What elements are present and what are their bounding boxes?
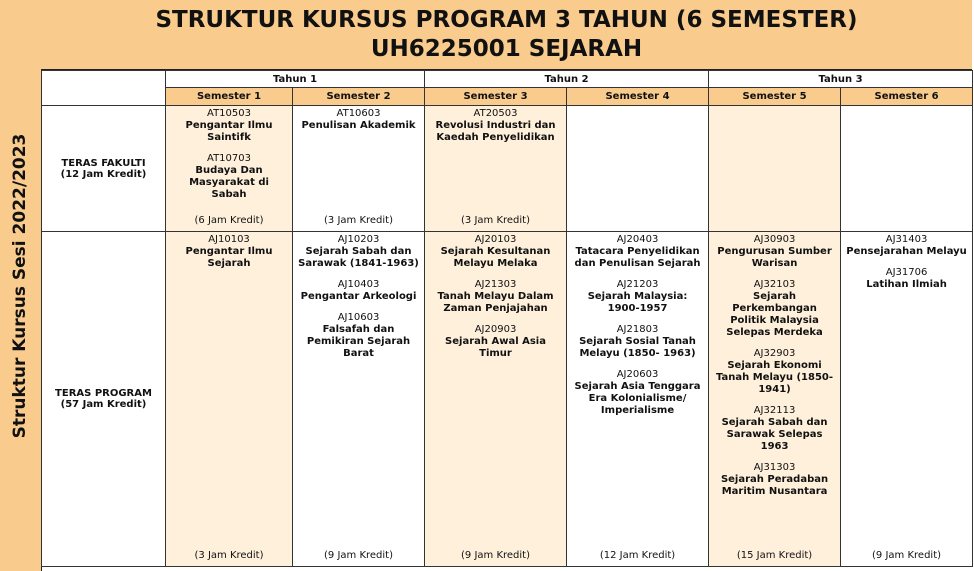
side-banner (0, 0, 42, 571)
course-code: AT10703 (207, 153, 251, 164)
credit-total: (15 Jam Kredit) (736, 550, 813, 561)
course-name: Sejarah Ekonomi Tanah Melayu (1850-1941) (716, 360, 834, 395)
credit-total: (9 Jam Kredit) (461, 550, 531, 561)
course-code: AJ21203 (616, 279, 659, 290)
course-name: Penulisan Akademik (301, 120, 416, 131)
program-semester-4-cell (567, 232, 709, 567)
course-entry (293, 312, 424, 360)
fakulti-semester-6-cell (841, 106, 973, 232)
row-label-teras-program (42, 232, 166, 567)
course-name: Sejarah Perkembangan Politik Malaysia Selepas Merdeka (726, 291, 823, 338)
program-semester-3-cell (425, 232, 567, 567)
credit-total: (6 Jam Kredit) (194, 215, 264, 226)
course-entry (425, 108, 566, 144)
course-entry (841, 267, 972, 291)
fakulti-semester-4-cell (567, 106, 709, 232)
course-entry (567, 279, 708, 315)
course-name: Sejarah Malaysia: 1900-1957 (587, 291, 688, 314)
course-name: Tatacara Penyelidikan dan Penulisan Sejarah (574, 246, 701, 269)
course-code: AJ20403 (616, 234, 659, 245)
course-name: Sejarah Kesultanan Melayu Melaka (440, 246, 551, 269)
course-entry (567, 234, 708, 270)
row-label-title: TERAS FAKULTI (61, 157, 146, 169)
corner-cell (42, 71, 166, 106)
credit-total: (9 Jam Kredit) (872, 550, 942, 561)
semester-header-6: Semester 6 (841, 88, 973, 106)
program-semester-5-cell (709, 232, 841, 567)
credit-total: (9 Jam Kredit) (324, 550, 393, 561)
course-code: AT10503 (207, 108, 251, 119)
course-name: Sejarah Sosial Tanah Melayu (1850- 1963) (579, 336, 696, 359)
course-entry (166, 153, 292, 201)
course-code: AJ10603 (337, 312, 380, 323)
course-name: Sejarah Sabah dan Sarawak Selepas 1963 (721, 417, 828, 452)
course-name: Pengantar Ilmu Saintifk (185, 120, 273, 143)
course-entry (567, 369, 708, 417)
row-label-title: TERAS PROGRAM (55, 388, 152, 399)
course-name: Revolusi Industri dan Kaedah Penyelidikan (435, 120, 556, 143)
semester-header-3: Semester 3 (425, 88, 567, 106)
program-semester-6-cell (841, 232, 973, 567)
course-code: AJ21803 (616, 324, 659, 335)
course-code: AT20503 (473, 108, 518, 119)
year-header-2: Tahun 2 (425, 71, 709, 88)
course-entry (709, 462, 840, 498)
course-entry (425, 324, 566, 360)
course-code: AJ20903 (474, 324, 517, 335)
course-entry (293, 279, 424, 303)
fakulti-semester-3-cell (425, 106, 567, 232)
teras-program-row (42, 232, 973, 567)
year-header-row (42, 71, 973, 88)
course-name: Sejarah Peradaban Maritim Nusantara (720, 474, 829, 497)
year-header-3: Tahun 3 (709, 71, 973, 88)
course-code: AT10603 (336, 108, 381, 119)
row-label-credit: (57 Jam Kredit) (60, 399, 147, 410)
page-title: STRUKTUR KURSUS PROGRAM 3 TAHUN (6 SEMESTER) (155, 6, 858, 33)
row-label-teras-fakulti (42, 106, 166, 232)
credit-total: (3 Jam Kredit) (194, 550, 264, 561)
course-entry (709, 405, 840, 453)
credit-total: (3 Jam Kredit) (461, 215, 531, 226)
course-name: Pensejarahan Melayu (846, 246, 967, 257)
program-semester-2-cell (293, 232, 425, 567)
course-code: AJ10203 (337, 234, 380, 245)
course-entry (709, 279, 840, 339)
course-code: AJ10103 (208, 234, 250, 245)
course-code: AJ31403 (885, 234, 928, 245)
course-code: AJ31303 (753, 462, 796, 473)
course-code: AJ32103 (753, 279, 796, 290)
course-code: AJ32903 (753, 348, 796, 359)
course-name: Budaya Dan Masyarakat di Sabah (189, 165, 269, 200)
title-banner (41, 0, 972, 70)
course-name: Tanah Melayu Dalam Zaman Penjajahan (437, 291, 554, 314)
course-name: Latihan Ilmiah (866, 279, 947, 290)
course-code: AJ21303 (474, 279, 517, 290)
course-entry (841, 234, 972, 258)
course-name: Sejarah Sabah dan Sarawak (1841-1963) (298, 246, 419, 269)
course-entry (293, 108, 424, 132)
course-structure-table (41, 70, 973, 567)
course-entry (709, 234, 840, 270)
course-code: AJ20103 (474, 234, 517, 245)
credit-total: (3 Jam Kredit) (324, 215, 393, 226)
year-header-1: Tahun 1 (166, 71, 425, 88)
row-label-credit: (12 Jam Kredit) (60, 168, 147, 180)
semester-header-5: Semester 5 (709, 88, 841, 106)
course-entry (425, 279, 566, 315)
course-name: Sejarah Awal Asia Timur (445, 336, 546, 359)
teras-fakulti-row (42, 106, 973, 232)
course-name: Pengantar Arkeologi (300, 291, 417, 302)
course-name: Falsafah dan Pemikiran Sejarah Barat (306, 324, 411, 359)
credit-total: (12 Jam Kredit) (599, 550, 676, 561)
semester-header-4: Semester 4 (567, 88, 709, 106)
course-code: AJ20603 (616, 369, 659, 380)
program-semester-1-cell (166, 232, 293, 567)
course-code: AJ10403 (337, 279, 380, 290)
course-code: AJ32113 (753, 405, 796, 416)
course-code: AJ31706 (885, 267, 928, 278)
course-code: AJ30903 (753, 234, 796, 245)
course-entry (709, 348, 840, 396)
course-name: Pengantar Ilmu Sejarah (185, 246, 273, 269)
course-entry (166, 234, 292, 270)
page-subtitle: UH6225001 SEJARAH (370, 35, 643, 62)
fakulti-semester-5-cell (709, 106, 841, 232)
course-entry (166, 108, 292, 144)
course-name: Pengurusan Sumber Warisan (717, 246, 832, 269)
course-entry (567, 324, 708, 360)
fakulti-semester-1-cell (166, 106, 293, 232)
course-name: Sejarah Asia Tenggara Era Kolonialisme/ Imperialisme (574, 381, 701, 416)
side-label: Struktur Kursus Sesi 2022/2023 (10, 133, 30, 439)
semester-header-row (42, 88, 973, 106)
course-entry (425, 234, 566, 270)
semester-header-2: Semester 2 (293, 88, 425, 106)
course-entry (293, 234, 424, 270)
fakulti-semester-2-cell (293, 106, 425, 232)
semester-header-1: Semester 1 (166, 88, 293, 106)
